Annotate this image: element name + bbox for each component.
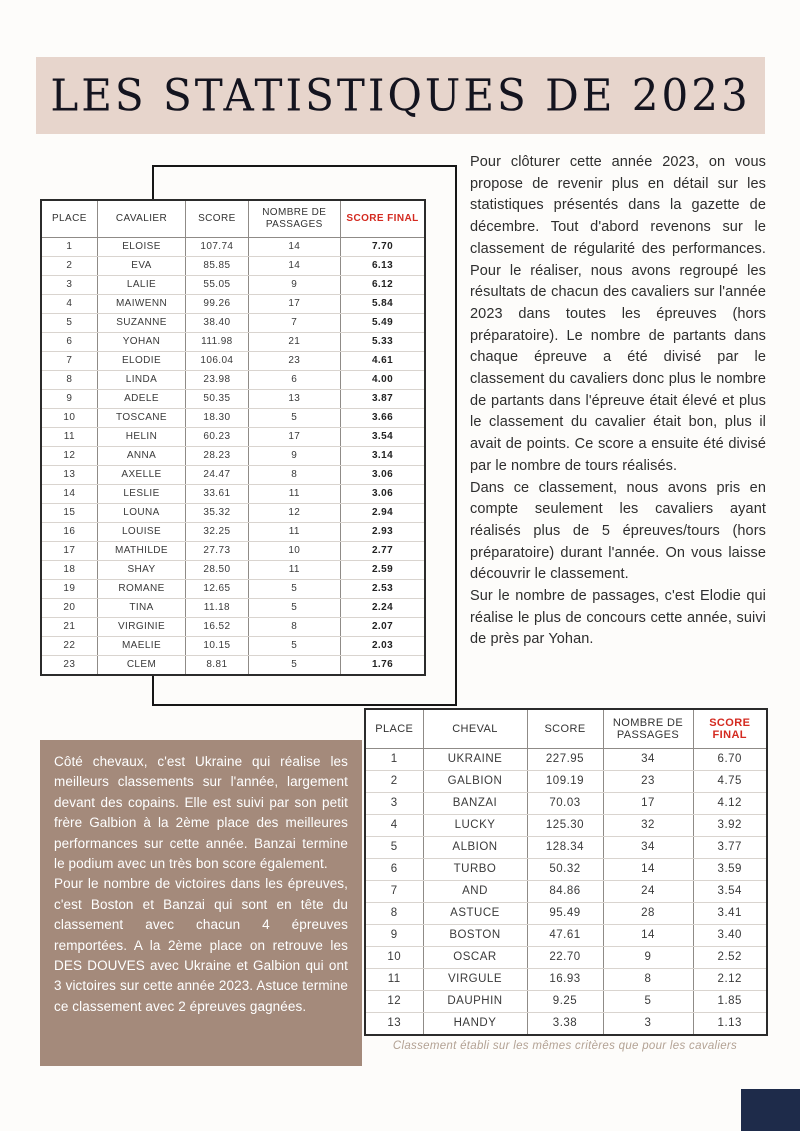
paragraph: Sur le nombre de passages, c'est Elodie qui réalise le plus de concours cette année, suivi de près par Yohan. <box>470 588 766 648</box>
table-cell: 8.81 <box>186 656 248 676</box>
table-cell: 8 <box>248 618 340 637</box>
table-cell: AND <box>423 881 527 903</box>
table-cell: 21 <box>248 333 340 352</box>
table-cell: ROMANE <box>97 580 185 599</box>
table-row <box>41 656 425 676</box>
table-cell: 84.86 <box>527 881 603 903</box>
table-cell: 8 <box>41 371 97 390</box>
table-row <box>41 447 425 466</box>
table-row <box>41 314 425 333</box>
table-cell: 10 <box>365 947 423 969</box>
table-cell: 2.77 <box>341 542 425 561</box>
table-cell: 22 <box>41 637 97 656</box>
table-cell: 14 <box>248 238 340 257</box>
table-cell: 11.18 <box>186 599 248 618</box>
table-cell: 85.85 <box>186 257 248 276</box>
table-row <box>365 925 767 947</box>
column-header-passages: NOMBRE DE PASSAGES <box>603 709 693 749</box>
table-cell: 5 <box>248 637 340 656</box>
table-cell: 7 <box>41 352 97 371</box>
table-cell: 11 <box>41 428 97 447</box>
table-cell: 8 <box>248 466 340 485</box>
table-cell: 2.93 <box>341 523 425 542</box>
table-cell: ALBION <box>423 837 527 859</box>
table-cell: 109.19 <box>527 771 603 793</box>
table-cell: 23 <box>248 352 340 371</box>
table-cell: MATHILDE <box>97 542 185 561</box>
table-cell: 34 <box>603 837 693 859</box>
table-cell: 50.32 <box>527 859 603 881</box>
table-cell: 20 <box>41 599 97 618</box>
table-cell: BANZAI <box>423 793 527 815</box>
corner-accent-square <box>741 1089 800 1131</box>
table-cell: 12.65 <box>186 580 248 599</box>
table-cell: 3.59 <box>693 859 767 881</box>
table-cell: 5 <box>365 837 423 859</box>
table-cell: 18.30 <box>186 409 248 428</box>
table-cell: 128.34 <box>527 837 603 859</box>
table-cell: 9 <box>41 390 97 409</box>
table-cell: 3 <box>365 793 423 815</box>
table-cell: ELODIE <box>97 352 185 371</box>
table-cell: 2.12 <box>693 969 767 991</box>
table-row <box>41 485 425 504</box>
page-title: LES STATISTIQUES DE 2023 <box>50 69 751 122</box>
table-cell: 6 <box>41 333 97 352</box>
table-cell: 1.13 <box>693 1013 767 1036</box>
table-cell: 6.13 <box>341 257 425 276</box>
paragraph: Pour clôturer cette année 2023, on vous propose de revenir plus en détail sur les statistiques présentés dans la gazette de décembre. Tout d'abord revenons sur le classement de régularité des performances. Pour le réaliser, nous avons regroupé les résultats de chacun des cavaliers sur l'année 2023 dans toutes les épreuves (hors préparatoire). Le nombre de partants dans chaque épreuve a été divisé par le classement du cavaliers donc plus le nombre de partants dans l'épreuve était élevé et plus le classement du cavalier était bon, plus il avait de points. Ce score a ensuite été divisé par le nombre de tours réalisés. <box>470 154 766 474</box>
table-cell: 34 <box>603 749 693 771</box>
table-cell: 10 <box>248 542 340 561</box>
table-cell: 4.61 <box>341 352 425 371</box>
table-cell: LOUISE <box>97 523 185 542</box>
table-cell: 16.93 <box>527 969 603 991</box>
table-cell: 3.54 <box>341 428 425 447</box>
table-cell: 17 <box>248 428 340 447</box>
table-row <box>41 618 425 637</box>
column-header-score-final: SCORE FINAL <box>693 709 767 749</box>
table-cell: 32.25 <box>186 523 248 542</box>
table-cell: 125.30 <box>527 815 603 837</box>
table-cell: 21 <box>41 618 97 637</box>
table-cell: 3.92 <box>693 815 767 837</box>
header-band <box>36 57 765 134</box>
table-cell: 2.53 <box>341 580 425 599</box>
table-cell: 11 <box>248 523 340 542</box>
table-cell: 7 <box>365 881 423 903</box>
table-row <box>41 333 425 352</box>
paragraph: Côté chevaux, c'est Ukraine qui réalise les meilleurs classements sur l'année, largement devant des copains. Elle est suivi par son petit frère Galbion à la 2ème place des meilleures performances sur cette année. Banzai termine le podium avec un très bon score également. <box>54 754 348 872</box>
table-cell: MAELIE <box>97 637 185 656</box>
table-cell: 24 <box>603 881 693 903</box>
table-cell: 18 <box>41 561 97 580</box>
table-cell: 9.25 <box>527 991 603 1013</box>
table-cell: 9 <box>248 276 340 295</box>
table-row <box>41 504 425 523</box>
table-cell: 10 <box>41 409 97 428</box>
table-cell: 11 <box>248 561 340 580</box>
table-cell: 6 <box>365 859 423 881</box>
table-cell: 23.98 <box>186 371 248 390</box>
table-cell: 14 <box>248 257 340 276</box>
table-cell: 111.98 <box>186 333 248 352</box>
table-cell: 16 <box>41 523 97 542</box>
paragraph: Pour le nombre de victoires dans les épreuves, c'est Boston et Banzai qui sont en tête du classement avec chacun 4 épreuves remportées. A la 2ème place on retrouve les DES DOUVES avec Ukraine et Galbion qui ont 3 victoires sur cette année 2023. Astuce termine ce classement avec 2 épreuves gagnées. <box>54 876 348 1014</box>
table-cell: LESLIE <box>97 485 185 504</box>
table-cell: 12 <box>248 504 340 523</box>
column-header-place: PLACE <box>365 709 423 749</box>
table-row <box>41 257 425 276</box>
table-cell: 5 <box>41 314 97 333</box>
table-cell: 27.73 <box>186 542 248 561</box>
column-header-score: SCORE <box>186 200 248 238</box>
table-cell: 3.06 <box>341 485 425 504</box>
table-cell: 3 <box>41 276 97 295</box>
table-cell: 14 <box>41 485 97 504</box>
table-cell: 14 <box>603 859 693 881</box>
table-cell: 6 <box>248 371 340 390</box>
table-row <box>41 390 425 409</box>
table-cell: 23 <box>603 771 693 793</box>
table-cell: 60.23 <box>186 428 248 447</box>
table-cell: 5.33 <box>341 333 425 352</box>
table-row <box>365 793 767 815</box>
table-cell: 107.74 <box>186 238 248 257</box>
table-cell: 2 <box>365 771 423 793</box>
table-cell: 12 <box>365 991 423 1013</box>
table-cell: 9 <box>603 947 693 969</box>
table-cell: TOSCANE <box>97 409 185 428</box>
column-header-score-final: SCORE FINAL <box>341 200 425 238</box>
table-cell: 1.76 <box>341 656 425 676</box>
table-cell: VIRGINIE <box>97 618 185 637</box>
table-cell: 7.70 <box>341 238 425 257</box>
table-cell: UKRAINE <box>423 749 527 771</box>
table-cell: SHAY <box>97 561 185 580</box>
table-cell: 5 <box>248 580 340 599</box>
table-cell: SUZANNE <box>97 314 185 333</box>
table-cell: HELIN <box>97 428 185 447</box>
table-cell: OSCAR <box>423 947 527 969</box>
table-cell: 9 <box>248 447 340 466</box>
table-cell: 28.50 <box>186 561 248 580</box>
table-cell: 3.66 <box>341 409 425 428</box>
table-cell: LALIE <box>97 276 185 295</box>
table-cell: ELOISE <box>97 238 185 257</box>
table-cell: LUCKY <box>423 815 527 837</box>
table-cell: 5 <box>603 991 693 1013</box>
table-cell: GALBION <box>423 771 527 793</box>
table-cell: ADELE <box>97 390 185 409</box>
table-cell: 5.49 <box>341 314 425 333</box>
table-row <box>365 771 767 793</box>
table-row <box>365 815 767 837</box>
table-cell: 17 <box>603 793 693 815</box>
table-cell: BOSTON <box>423 925 527 947</box>
table-cell: 2.03 <box>341 637 425 656</box>
table-row <box>365 991 767 1013</box>
horses-table-body <box>365 749 767 1036</box>
table-cell: 28 <box>603 903 693 925</box>
table-row <box>41 428 425 447</box>
table-cell: 106.04 <box>186 352 248 371</box>
table-cell: 5.84 <box>341 295 425 314</box>
table-row <box>41 580 425 599</box>
table-cell: 8 <box>603 969 693 991</box>
table-cell: CLEM <box>97 656 185 676</box>
table-cell: DAUPHIN <box>423 991 527 1013</box>
table-cell: 3.40 <box>693 925 767 947</box>
table-row <box>365 1013 767 1036</box>
table-row <box>365 969 767 991</box>
table-cell: 6.70 <box>693 749 767 771</box>
table-cell: 4.00 <box>341 371 425 390</box>
table-cell: TINA <box>97 599 185 618</box>
table-cell: YOHAN <box>97 333 185 352</box>
table-row <box>365 837 767 859</box>
table-cell: 9 <box>365 925 423 947</box>
table-cell: 3 <box>603 1013 693 1036</box>
table-cell: 7 <box>248 314 340 333</box>
table-row <box>41 561 425 580</box>
table-caption: Classement établi sur les mêmes critères que pour les cavaliers <box>392 1040 738 1052</box>
table-cell: 24.47 <box>186 466 248 485</box>
table-cell: 55.05 <box>186 276 248 295</box>
table-cell: MAIWENN <box>97 295 185 314</box>
table-row <box>365 947 767 969</box>
table-cell: 3.54 <box>693 881 767 903</box>
table-row <box>41 295 425 314</box>
riders-table-header <box>41 200 425 238</box>
table-cell: LINDA <box>97 371 185 390</box>
table-cell: 22.70 <box>527 947 603 969</box>
table-cell: 32 <box>603 815 693 837</box>
table-cell: 23 <box>41 656 97 676</box>
table-row <box>41 352 425 371</box>
column-header-place: PLACE <box>41 200 97 238</box>
table-cell: 4.75 <box>693 771 767 793</box>
column-header-score: SCORE <box>527 709 603 749</box>
table-cell: 4 <box>365 815 423 837</box>
table-cell: 6.12 <box>341 276 425 295</box>
table-cell: TURBO <box>423 859 527 881</box>
table-row <box>365 881 767 903</box>
paragraph: Dans ce classement, nous avons pris en compte seulement les cavaliers ayant réalisés plus de 5 épreuves/tours (hors préparatoire) durant l'année. On vous laisse découvrir le classement. <box>470 479 766 583</box>
column-header-passages: NOMBRE DE PASSAGES <box>248 200 340 238</box>
table-cell: 2.59 <box>341 561 425 580</box>
horses-text-box <box>40 740 362 1066</box>
table-row <box>41 466 425 485</box>
table-cell: 2.52 <box>693 947 767 969</box>
table-cell: 5 <box>248 656 340 676</box>
table-cell: 3.14 <box>341 447 425 466</box>
table-cell: 3.38 <box>527 1013 603 1036</box>
table-cell: 16.52 <box>186 618 248 637</box>
table-cell: 227.95 <box>527 749 603 771</box>
horses-table <box>364 708 768 1036</box>
table-row <box>41 542 425 561</box>
table-cell: 4.12 <box>693 793 767 815</box>
table-cell: 13 <box>248 390 340 409</box>
table-row <box>41 371 425 390</box>
table-cell: VIRGULE <box>423 969 527 991</box>
table-cell: 11 <box>248 485 340 504</box>
table-cell: 3.77 <box>693 837 767 859</box>
table-header-row <box>41 200 425 238</box>
table-row <box>41 238 425 257</box>
table-cell: 15 <box>41 504 97 523</box>
table-row <box>41 276 425 295</box>
table-cell: 14 <box>603 925 693 947</box>
table-cell: 1 <box>365 749 423 771</box>
table-cell: 4 <box>41 295 97 314</box>
table-row <box>41 523 425 542</box>
table-cell: 11 <box>365 969 423 991</box>
table-cell: ASTUCE <box>423 903 527 925</box>
table-cell: 8 <box>365 903 423 925</box>
table-cell: 17 <box>41 542 97 561</box>
riders-table-body <box>41 238 425 676</box>
table-cell: ANNA <box>97 447 185 466</box>
table-cell: HANDY <box>423 1013 527 1036</box>
table-row <box>365 903 767 925</box>
table-cell: 50.35 <box>186 390 248 409</box>
table-cell: 13 <box>41 466 97 485</box>
table-cell: 1.85 <box>693 991 767 1013</box>
table-cell: 1 <box>41 238 97 257</box>
table-cell: 13 <box>365 1013 423 1036</box>
table-row <box>41 637 425 656</box>
table-cell: 2.07 <box>341 618 425 637</box>
table-cell: 2.24 <box>341 599 425 618</box>
table-cell: 47.61 <box>527 925 603 947</box>
table-cell: 12 <box>41 447 97 466</box>
table-cell: 5 <box>248 599 340 618</box>
table-cell: 2.94 <box>341 504 425 523</box>
table-cell: 5 <box>248 409 340 428</box>
table-cell: 2 <box>41 257 97 276</box>
horses-table-header <box>365 709 767 749</box>
table-row <box>41 599 425 618</box>
table-row <box>365 749 767 771</box>
table-cell: 70.03 <box>527 793 603 815</box>
table-row <box>365 859 767 881</box>
table-cell: 28.23 <box>186 447 248 466</box>
table-cell: 3.41 <box>693 903 767 925</box>
table-cell: 10.15 <box>186 637 248 656</box>
intro-text <box>470 152 766 651</box>
table-cell: 33.61 <box>186 485 248 504</box>
column-header-cavalier: CAVALIER <box>97 200 185 238</box>
table-cell: 35.32 <box>186 504 248 523</box>
table-row <box>41 409 425 428</box>
table-cell: 17 <box>248 295 340 314</box>
table-cell: 99.26 <box>186 295 248 314</box>
table-header-row <box>365 709 767 749</box>
table-cell: 3.06 <box>341 466 425 485</box>
riders-table <box>40 199 426 676</box>
table-cell: EVA <box>97 257 185 276</box>
table-cell: 95.49 <box>527 903 603 925</box>
table-cell: 3.87 <box>341 390 425 409</box>
table-cell: LOUNA <box>97 504 185 523</box>
table-cell: 38.40 <box>186 314 248 333</box>
column-header-cheval: CHEVAL <box>423 709 527 749</box>
table-cell: 19 <box>41 580 97 599</box>
table-cell: AXELLE <box>97 466 185 485</box>
